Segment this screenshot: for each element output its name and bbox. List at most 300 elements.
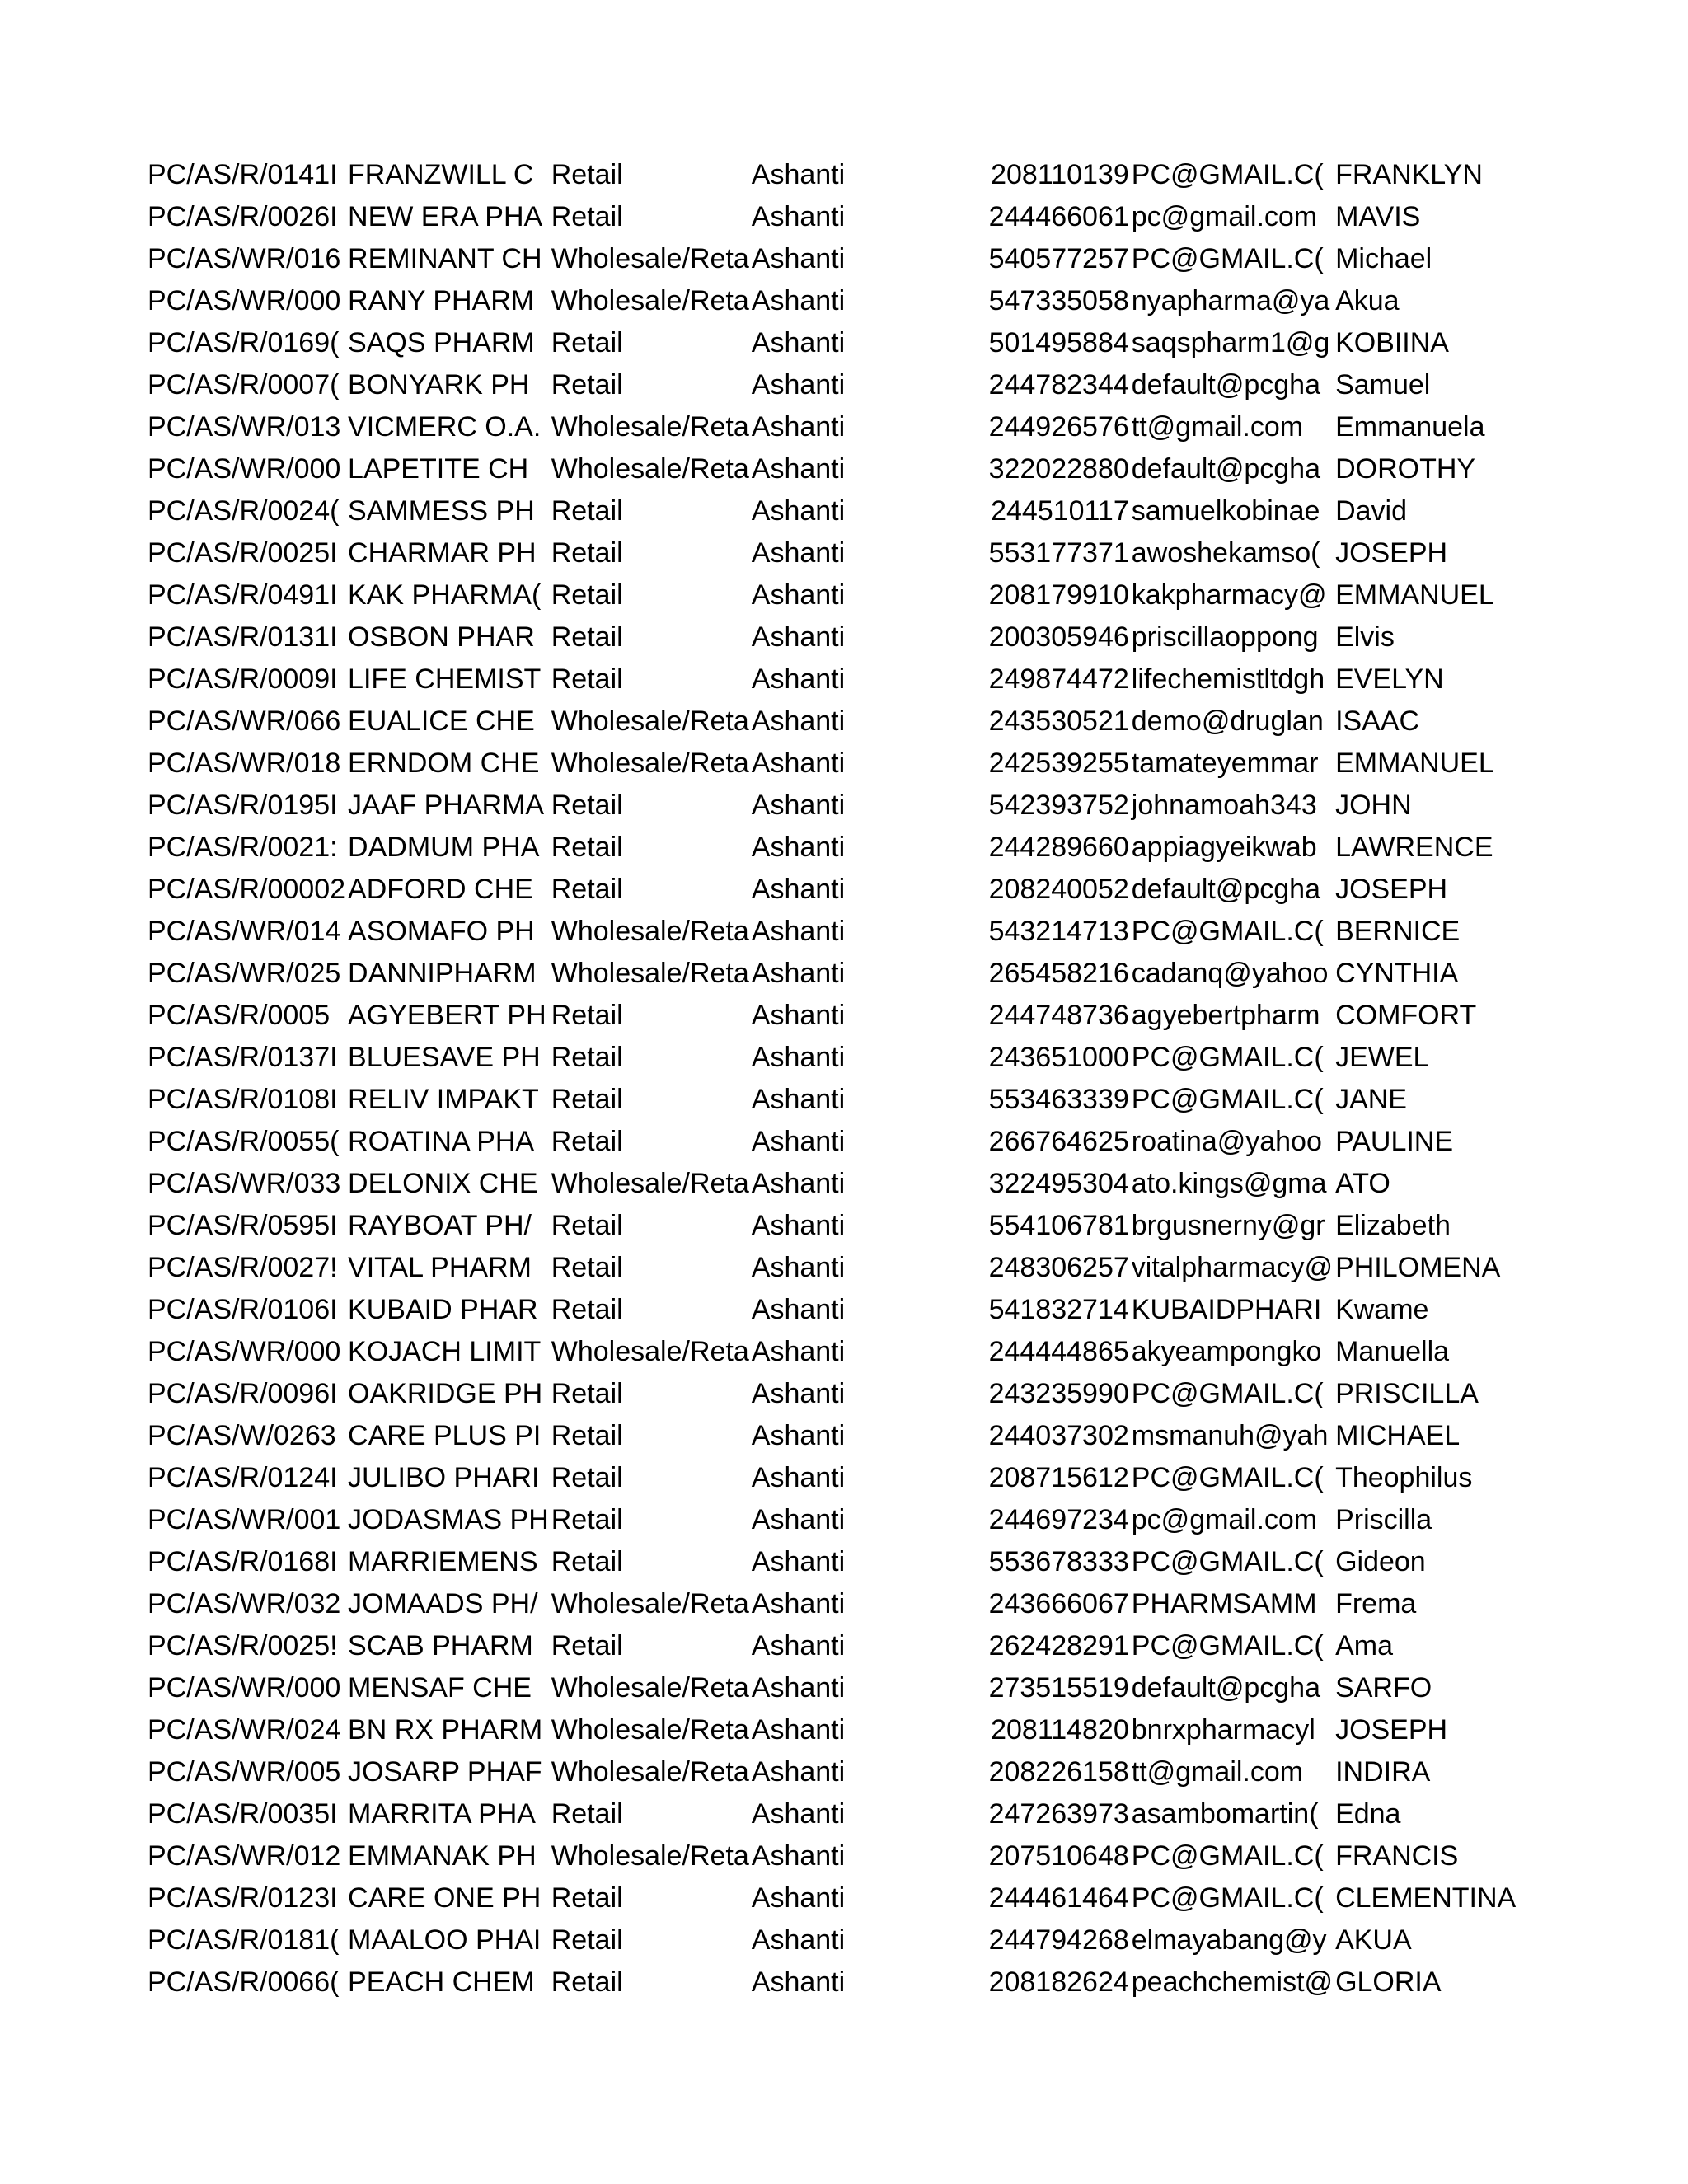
cell-pc-code: PC/AS/R/0181( [148,1924,340,1956]
cell-email: demo@druglan [1131,705,1324,737]
table-row [145,1246,1566,1288]
cell-facility-name: JULIBO PHARI [348,1461,540,1493]
cell-facility-name: CHARMAR PH [348,537,537,569]
cell-contact-name: Priscilla [1335,1503,1432,1535]
cell-pc-code: PC/AS/R/0123I [148,1882,338,1914]
cell-email: PC@GMAIL.C( [1131,1461,1324,1493]
cell-region: Ashanti [751,200,846,232]
table-row [145,952,1566,994]
cell-facility-type: Retail [551,1293,623,1325]
cell-pc-code: PC/AS/R/0131I [148,621,338,653]
table-row [145,1961,1566,2003]
cell-region: Ashanti [751,957,846,989]
cell-facility-type: Retail [551,1125,623,1157]
cell-facility-name: DADMUM PHA [348,831,540,863]
cell-region: Ashanti [751,1041,846,1073]
cell-pc-code: PC/AS/R/0096I [148,1377,338,1409]
cell-region: Ashanti [751,1419,846,1451]
cell-region: Ashanti [751,1461,846,1493]
cell-region: Ashanti [751,1335,846,1367]
cell-phone: 208715612 [988,1461,1129,1493]
cell-pc-code: PC/AS/R/0169( [148,326,340,359]
cell-facility-type: Retail [551,1882,623,1914]
cell-phone: 248306257 [988,1251,1129,1283]
cell-pc-code: PC/AS/WR/000 [148,452,341,485]
cell-facility-type: Retail [551,1419,623,1451]
cell-facility-type: Wholesale/Reta [551,1167,749,1199]
cell-region: Ashanti [751,1545,846,1577]
cell-facility-name: MARRITA PHA [348,1797,536,1830]
cell-region: Ashanti [751,915,846,947]
table-row [145,994,1566,1036]
cell-facility-name: KUBAID PHAR [348,1293,538,1325]
cell-pc-code: PC/AS/R/0106I [148,1293,338,1325]
cell-region: Ashanti [751,1713,846,1746]
cell-region: Ashanti [751,999,846,1031]
cell-facility-name: EMMANAK PH [348,1840,537,1872]
cell-contact-name: GLORIA [1335,1966,1442,1998]
cell-facility-name: ASOMAFO PH [348,915,535,947]
cell-pc-code: PC/AS/R/0124I [148,1461,338,1493]
cell-contact-name: MICHAEL [1335,1419,1461,1451]
cell-facility-name: BLUESAVE PH [348,1041,541,1073]
cell-email: msmanuh@yah [1131,1419,1329,1451]
cell-contact-name: David [1335,494,1407,527]
cell-contact-name: INDIRA [1335,1755,1431,1788]
table-row [145,363,1566,405]
table-row [145,448,1566,490]
cell-phone: 244748736 [988,999,1129,1031]
cell-email: elmayabang@y [1131,1924,1327,1956]
cell-phone: 200305946 [988,621,1129,653]
cell-region: Ashanti [751,452,846,485]
table-row [145,532,1566,574]
cell-facility-type: Retail [551,1377,623,1409]
cell-phone: 243530521 [988,705,1129,737]
cell-email: lifechemistltdgh [1131,663,1325,695]
table-row [145,1120,1566,1162]
cell-region: Ashanti [751,410,846,443]
cell-phone: 542393752 [988,789,1129,821]
cell-email: samuelkobinae [1131,494,1320,527]
cell-facility-type: Retail [551,1041,623,1073]
cell-email: ato.kings@gma [1131,1167,1327,1199]
cell-email: tt@gmail.com [1131,410,1304,443]
cell-phone: 208179910 [988,579,1129,611]
cell-email: pc@gmail.com [1131,200,1318,232]
cell-region: Ashanti [751,1377,846,1409]
cell-facility-name: JAAF PHARMA [348,789,545,821]
cell-contact-name: ATO [1335,1167,1390,1199]
cell-phone: 208240052 [988,873,1129,905]
cell-contact-name: Michael [1335,242,1432,274]
cell-phone: 547335058 [988,284,1129,316]
cell-facility-type: Wholesale/Reta [551,452,749,485]
cell-pc-code: PC/AS/R/0024( [148,494,340,527]
cell-pc-code: PC/AS/WR/005 [148,1755,341,1788]
table-row [145,321,1566,363]
cell-pc-code: PC/AS/R/0168I [148,1545,338,1577]
cell-phone: 244461464 [988,1882,1129,1914]
cell-phone: 322495304 [988,1167,1129,1199]
cell-facility-name: MARRIEMENS [348,1545,538,1577]
cell-phone: 322022880 [988,452,1129,485]
cell-facility-type: Retail [551,1251,623,1283]
cell-contact-name: Elvis [1335,621,1395,653]
table-row [145,1540,1566,1582]
cell-region: Ashanti [751,1209,846,1241]
cell-facility-type: Retail [551,200,623,232]
table-row [145,1414,1566,1456]
table-row [145,1708,1566,1750]
cell-email: KUBAIDPHARI [1131,1293,1322,1325]
cell-phone: 554106781 [988,1209,1129,1241]
cell-contact-name: JEWEL [1335,1041,1429,1073]
cell-email: default@pcgha [1131,1671,1320,1704]
cell-region: Ashanti [751,663,846,695]
cell-facility-type: Retail [551,537,623,569]
cell-facility-name: ROATINA PHA [348,1125,535,1157]
cell-phone: 208182624 [988,1966,1129,1998]
cell-email: asambomartin( [1131,1797,1319,1830]
table-row [145,1456,1566,1498]
cell-facility-name: NEW ERA PHA [348,200,543,232]
cell-facility-type: Wholesale/Reta [551,410,749,443]
cell-email: bnrxpharmacyl [1131,1713,1315,1746]
cell-facility-type: Wholesale/Reta [551,915,749,947]
cell-facility-name: KAK PHARMA( [348,579,542,611]
pharmacy-table [145,153,1566,2003]
cell-region: Ashanti [751,579,846,611]
cell-contact-name: CLEMENTINA [1335,1882,1517,1914]
cell-contact-name: Manuella [1335,1335,1450,1367]
cell-email: priscillaoppong [1131,621,1319,653]
cell-email: tt@gmail.com [1131,1755,1304,1788]
cell-facility-type: Wholesale/Reta [551,957,749,989]
cell-region: Ashanti [751,1083,846,1115]
cell-phone: 207510648 [988,1840,1129,1872]
cell-pc-code: PC/AS/R/0009I [148,663,338,695]
cell-facility-name: ADFORD CHE [348,873,533,905]
cell-region: Ashanti [751,1293,846,1325]
cell-pc-code: PC/AS/WR/016 [148,242,341,274]
cell-pc-code: PC/AS/WR/013 [148,410,341,443]
cell-contact-name: Ama [1335,1629,1393,1661]
cell-contact-name: ISAAC [1335,705,1420,737]
cell-region: Ashanti [751,1797,846,1830]
cell-facility-name: DELONIX CHE [348,1167,538,1199]
cell-region: Ashanti [751,873,846,905]
cell-phone: 553463339 [988,1083,1129,1115]
cell-email: tamateyemmar [1131,747,1319,779]
table-row [145,1078,1566,1120]
table-row [145,1835,1566,1877]
cell-email: PC@GMAIL.C( [1131,1882,1324,1914]
cell-pc-code: PC/AS/WR/018 [148,747,341,779]
cell-email: default@pcgha [1131,368,1320,401]
cell-facility-type: Wholesale/Reta [551,1335,749,1367]
cell-facility-name: DANNIPHARM [348,957,537,989]
table-row [145,279,1566,321]
cell-facility-type: Retail [551,1966,623,1998]
cell-facility-name: RELIV IMPAKT [348,1083,539,1115]
cell-facility-name: AGYEBERT PH [348,999,546,1031]
cell-facility-type: Retail [551,1629,623,1661]
cell-facility-name: CARE PLUS PI [348,1419,542,1451]
cell-pc-code: PC/AS/R/0491I [148,579,338,611]
table-row [145,784,1566,826]
cell-phone: 262428291 [988,1629,1129,1661]
table-row [145,910,1566,952]
cell-phone: 244289660 [988,831,1129,863]
cell-phone: 244510117 [991,494,1129,527]
cell-pc-code: PC/AS/R/0137I [148,1041,338,1073]
table-row [145,1372,1566,1414]
table-row [145,1036,1566,1078]
cell-contact-name: Edna [1335,1797,1401,1830]
cell-facility-type: Wholesale/Reta [551,1713,749,1746]
table-row [145,1498,1566,1540]
cell-region: Ashanti [751,494,846,527]
cell-facility-type: Wholesale/Reta [551,705,749,737]
cell-email: appiagyeikwab [1131,831,1317,863]
cell-facility-type: Retail [551,579,623,611]
cell-facility-name: JODASMAS PH [348,1503,549,1535]
cell-pc-code: PC/AS/WR/014 [148,915,341,947]
cell-facility-type: Retail [551,494,623,527]
table-row [145,237,1566,279]
cell-facility-name: EUALICE CHE [348,705,535,737]
cell-region: Ashanti [751,621,846,653]
cell-facility-name: OAKRIDGE PH [348,1377,543,1409]
cell-contact-name: PRISCILLA [1335,1377,1479,1409]
cell-facility-name: SAMMESS PH [348,494,535,527]
cell-pc-code: PC/AS/R/0021: [148,831,338,863]
cell-phone: 208110139 [991,158,1129,190]
cell-region: Ashanti [751,1755,846,1788]
cell-contact-name: COMFORT [1335,999,1477,1031]
cell-facility-type: Retail [551,789,623,821]
table-row [145,1204,1566,1246]
cell-facility-name: PEACH CHEM [348,1966,535,1998]
cell-region: Ashanti [751,537,846,569]
cell-pc-code: PC/AS/WR/032 [148,1587,341,1619]
cell-phone: 244794268 [988,1924,1129,1956]
cell-phone: 247263973 [988,1797,1129,1830]
cell-facility-type: Retail [551,999,623,1031]
cell-facility-type: Retail [551,663,623,695]
table-row [145,1793,1566,1835]
cell-region: Ashanti [751,789,846,821]
cell-region: Ashanti [751,1840,846,1872]
cell-pc-code: PC/AS/R/0035I [148,1797,338,1830]
cell-email: roatina@yahoo [1131,1125,1322,1157]
cell-region: Ashanti [751,284,846,316]
cell-phone: 208226158 [988,1755,1129,1788]
cell-email: PC@GMAIL.C( [1131,1041,1324,1073]
cell-pc-code: PC/AS/R/0195I [148,789,338,821]
cell-pc-code: PC/AS/R/0026I [148,200,338,232]
cell-contact-name: PHILOMENA [1335,1251,1501,1283]
cell-region: Ashanti [751,158,846,190]
cell-pc-code: PC/AS/R/0595I [148,1209,338,1241]
cell-email: PC@GMAIL.C( [1131,1545,1324,1577]
cell-pc-code: PC/AS/WR/025 [148,957,341,989]
cell-region: Ashanti [751,1167,846,1199]
cell-region: Ashanti [751,1924,846,1956]
cell-phone: 243651000 [988,1041,1129,1073]
cell-region: Ashanti [751,1587,846,1619]
cell-facility-type: Retail [551,1924,623,1956]
cell-region: Ashanti [751,326,846,359]
cell-facility-type: Retail [551,1545,623,1577]
cell-contact-name: Frema [1335,1587,1417,1619]
cell-facility-type: Wholesale/Reta [551,284,749,316]
cell-pc-code: PC/AS/WR/033 [148,1167,341,1199]
cell-email: peachchemist@ [1131,1966,1334,1998]
table-row [145,868,1566,910]
cell-email: awoshekamso( [1131,537,1320,569]
cell-facility-type: Wholesale/Reta [551,1840,749,1872]
cell-email: cadanq@yahoo [1131,957,1329,989]
cell-contact-name: LAWRENCE [1335,831,1493,863]
cell-contact-name: JOHN [1335,789,1412,821]
cell-facility-type: Wholesale/Reta [551,1755,749,1788]
table-row [145,1666,1566,1708]
cell-phone: 243235990 [988,1377,1129,1409]
cell-email: PC@GMAIL.C( [1131,1083,1324,1115]
table-row [145,1750,1566,1793]
cell-contact-name: JOSEPH [1335,1713,1448,1746]
cell-phone: 244466061 [988,200,1129,232]
cell-contact-name: Akua [1335,284,1400,316]
cell-phone: 242539255 [988,747,1129,779]
table-row [145,153,1566,195]
cell-email: PC@GMAIL.C( [1131,1629,1324,1661]
cell-pc-code: PC/AS/R/0141I [148,158,338,190]
cell-facility-type: Retail [551,1461,623,1493]
cell-facility-type: Wholesale/Reta [551,1671,749,1704]
cell-facility-name: KOJACH LIMIT [348,1335,542,1367]
table-row [145,700,1566,742]
cell-email: default@pcgha [1131,452,1320,485]
cell-region: Ashanti [751,1882,846,1914]
cell-email: PC@GMAIL.C( [1131,915,1324,947]
table-row [145,1582,1566,1624]
cell-pc-code: PC/AS/R/00002 [148,873,346,905]
cell-contact-name: BERNICE [1335,915,1461,947]
cell-contact-name: EVELYN [1335,663,1444,695]
cell-facility-type: Wholesale/Reta [551,242,749,274]
cell-phone: 543214713 [988,915,1129,947]
cell-email: default@pcgha [1131,873,1320,905]
cell-email: PC@GMAIL.C( [1131,242,1324,274]
cell-facility-name: JOSARP PHAF [348,1755,542,1788]
cell-phone: 273515519 [988,1671,1129,1704]
table-row [145,1919,1566,1961]
cell-facility-type: Retail [551,621,623,653]
cell-facility-name: REMINANT CH [348,242,542,274]
cell-facility-name: CARE ONE PH [348,1882,542,1914]
cell-facility-name: ERNDOM CHE [348,747,540,779]
cell-contact-name: AKUA [1335,1924,1412,1956]
cell-facility-name: FRANZWILL C [348,158,534,190]
cell-facility-type: Retail [551,368,623,401]
cell-facility-type: Retail [551,831,623,863]
cell-phone: 244782344 [988,368,1129,401]
table-body [145,153,1566,2003]
cell-facility-name: BN RX PHARM [348,1713,543,1746]
cell-email: brgusnerny@gr [1131,1209,1325,1241]
cell-facility-name: VICMERC O.A. [348,410,542,443]
cell-email: akyeampongko [1131,1335,1322,1367]
cell-facility-type: Retail [551,1503,623,1535]
cell-contact-name: KOBIINA [1335,326,1449,359]
cell-pc-code: PC/AS/WR/024 [148,1713,341,1746]
cell-pc-code: PC/AS/R/0005 [148,999,331,1031]
cell-email: nyapharma@ya [1131,284,1330,316]
cell-facility-type: Retail [551,158,623,190]
cell-phone: 244037302 [988,1419,1129,1451]
cell-phone: 243666067 [988,1587,1129,1619]
cell-email: pc@gmail.com [1131,1503,1318,1535]
cell-facility-type: Retail [551,1083,623,1115]
cell-facility-name: LIFE CHEMIST [348,663,542,695]
cell-phone: 244444865 [988,1335,1129,1367]
cell-email: agyebertpharm [1131,999,1320,1031]
cell-facility-name: SCAB PHARM [348,1629,533,1661]
table-row [145,658,1566,700]
cell-region: Ashanti [751,242,846,274]
cell-pc-code: PC/AS/R/0025! [148,1629,338,1661]
cell-phone: 244926576 [988,410,1129,443]
cell-pc-code: PC/AS/WR/012 [148,1840,341,1872]
cell-facility-type: Retail [551,1797,623,1830]
cell-facility-type: Retail [551,326,623,359]
cell-facility-type: Wholesale/Reta [551,1587,749,1619]
cell-contact-name: Samuel [1335,368,1431,401]
cell-pc-code: PC/AS/WR/000 [148,284,341,316]
cell-pc-code: PC/AS/R/0007( [148,368,340,401]
cell-contact-name: EMMANUEL [1335,747,1494,779]
cell-facility-name: RANY PHARM [348,284,535,316]
cell-pc-code: PC/AS/R/0027! [148,1251,338,1283]
cell-email: kakpharmacy@ [1131,579,1327,611]
table-row [145,1162,1566,1204]
cell-facility-name: MAALOO PHAI [348,1924,542,1956]
cell-facility-type: Retail [551,873,623,905]
cell-phone: 208114820 [991,1713,1129,1746]
cell-contact-name: DOROTHY [1335,452,1476,485]
cell-pc-code: PC/AS/WR/001 [148,1503,341,1535]
cell-contact-name: JANE [1335,1083,1407,1115]
cell-email: PC@GMAIL.C( [1131,1377,1324,1409]
cell-phone: 266764625 [988,1125,1129,1157]
cell-region: Ashanti [751,1503,846,1535]
cell-email: PC@GMAIL.C( [1131,158,1324,190]
cell-pc-code: PC/AS/R/0055( [148,1125,340,1157]
cell-region: Ashanti [751,1671,846,1704]
cell-contact-name: CYNTHIA [1335,957,1459,989]
cell-contact-name: JOSEPH [1335,873,1448,905]
cell-phone: 553678333 [988,1545,1129,1577]
cell-pc-code: PC/AS/R/0108I [148,1083,338,1115]
cell-email: vitalpharmacy@ [1131,1251,1334,1283]
cell-phone: 265458216 [988,957,1129,989]
cell-pc-code: PC/AS/WR/000 [148,1671,341,1704]
cell-region: Ashanti [751,705,846,737]
cell-contact-name: FRANCIS [1335,1840,1459,1872]
